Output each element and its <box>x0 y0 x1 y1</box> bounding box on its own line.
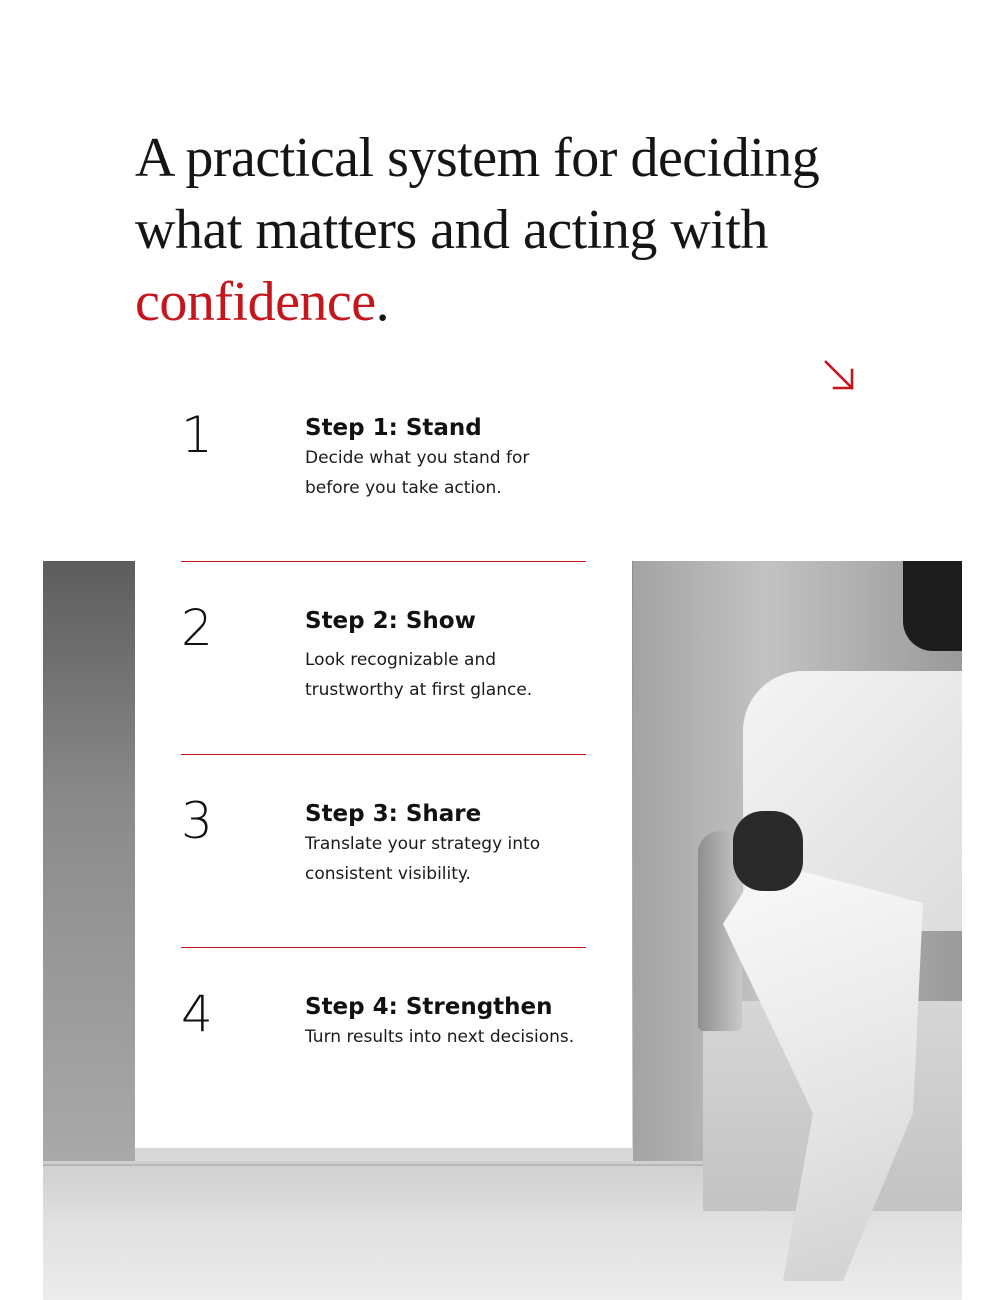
headline-accent-word: confidence <box>135 271 376 333</box>
step-title: Step 3: Share <box>305 801 482 827</box>
step-divider <box>181 947 586 948</box>
step-description: Look recognizable and trustworthy at first glance. <box>305 650 533 700</box>
arrow-down-right-icon <box>822 358 856 392</box>
step-description: Decide what you stand for before you take action. <box>305 448 530 498</box>
headline-line-1: A practical system for deciding <box>135 127 820 189</box>
step-number: 1 <box>181 406 213 464</box>
headline-line-2: what matters and acting with <box>135 199 768 261</box>
step-number: 3 <box>181 792 213 850</box>
step-description: Translate your strategy into consistent visibility. <box>305 834 541 884</box>
step-divider <box>181 561 586 562</box>
arm <box>733 811 803 891</box>
hair <box>903 561 962 651</box>
step-divider <box>181 754 586 755</box>
step-title: Step 2: Show <box>305 608 476 634</box>
step-number: 2 <box>181 599 213 657</box>
wall-shadow <box>43 561 135 1161</box>
step-description: Turn results into next decisions. <box>305 1027 575 1047</box>
step-title: Step 1: Stand <box>305 415 482 441</box>
headline-end-punct: . <box>375 271 390 333</box>
step-title: Step 4: Strengthen <box>305 994 553 1020</box>
step-number: 4 <box>181 985 213 1043</box>
page-headline <box>135 122 855 338</box>
